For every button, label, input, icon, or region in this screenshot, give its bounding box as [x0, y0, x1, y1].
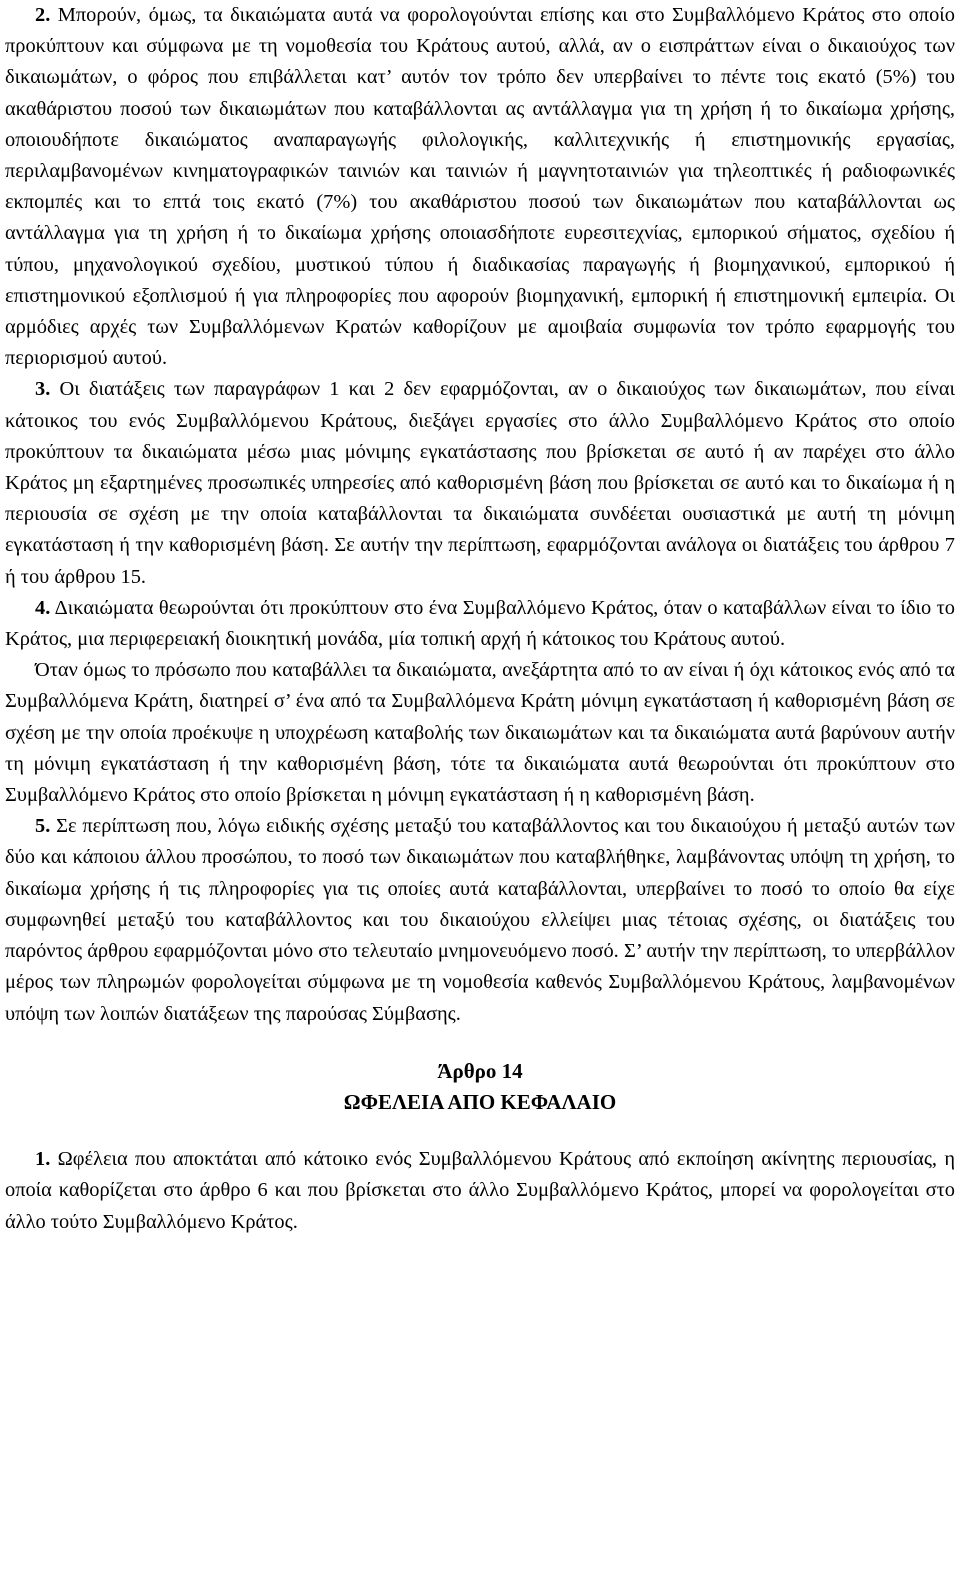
paragraph-text: Σε περίπτωση που, λόγω ειδικής σχέσης μεταξύ του καταβάλλοντος και του δικαιούχου ή μεταξύ αυτών των δύο και κάποιου άλλου προσώπου, το ποσό των δικαιωμάτων που καταβλήθηκε, λαμβάνοντας υπόψη τη χρήση, το δικαίωμα χρήσης ή τις πληροφορίες για τις οποίες αυτά καταβάλλονται, υπερβαίνει το ποσό το οποίο θα είχε συμφωνηθεί μεταξύ του καταβάλλοντος και του δικαιούχου ελλείψει μιας τέτοιας σχέσης, οι διατάξεις του παρόντος άρθρου εφαρμόζονται μόνο στο τελευταίο μνημονευόμενο ποσό. Σ’ αυτήν την περίπτωση, το υπερβάλλον μέρος των πληρωμών φορολογείται σύμφωνα με τη νομοθεσία καθενός Συμβαλλόμενου Κράτους, λαμβανομένων υπόψη των λοιπών διατάξεων της παρούσας Σύμβασης. — [5, 815, 955, 1025]
paragraph-text: Οι διατάξεις των παραγράφων 1 και 2 δεν εφαρμόζονται, αν ο δικαιούχος των δικαιωμάτων, που είναι κάτοικος του ενός Συμβαλλόμενου Κράτους, διεξάγει εργασίες στο άλλο Συμβαλλόμενο Κράτος στο οποίο προκύπτουν τα δικαιώματα μέσω μιας μόνιμης εγκατάστασης που βρίσκεται σε αυτό ή αν παρέχει στο άλλο Κράτος μη εξαρτημένες προσωπικές υπηρεσίες από καθορισμένη βάση που βρίσκεται σε αυτό και το δικαίωμα ή η περιουσία σε σχέση με την οποία καταβάλλονται τα δικαιώματα συνδέεται ουσιαστικά με αυτή τη μόνιμη εγκατάσταση ή την καθορισμένη βάση. Σε αυτήν την περίπτωση, εφαρμόζονται ανάλογα οι διατάξεις του άρθρου 7 ή του άρθρου 15. — [5, 378, 955, 588]
paragraph-4 — [5, 593, 955, 655]
paragraph-number: 4. — [35, 596, 51, 619]
paragraph-number: 2. — [35, 4, 51, 26]
document-page — [5, 0, 955, 1238]
paragraph-number: 3. — [35, 378, 51, 401]
article-title: ΩΦΕΛΕΙΑ ΑΠΟ ΚΕΦΑΛΑΙΟ — [343, 1089, 617, 1114]
paragraph-number: 5. — [35, 815, 51, 838]
paragraph-text: Όταν όμως το πρόσωπο που καταβάλλει τα δικαιώματα, ανεξάρτητα από το αν είναι ή όχι κάτοικος ενός από τα Συμβαλλόμενα Κράτη, διατηρεί σ’ ένα από τα Συμβαλλόμενα Κράτη μόνιμη εγκατάσταση ή καθορισμένη βάση σε σχέση με την οποία προέκυψε η υποχρέωση καταβολής των δικαιωμάτων και τα δικαιώματα αυτά βαρύνουν αυτήν τη μόνιμη εγκατάσταση ή την καθορισμένη βάση, τότε τα δικαιώματα αυτά θεωρούνται ότι προκύπτουν στο Συμβαλλόμενο Κράτος στο οποίο βρίσκεται η μόνιμη εγκατάσταση ή η καθορισμένη βάση. — [5, 659, 955, 807]
section-spacer — [5, 1118, 955, 1144]
paragraph-4-continued — [5, 655, 955, 811]
paragraph-5 — [5, 811, 955, 1029]
paragraph-2 — [5, 0, 955, 374]
paragraph-text: Δικαιώματα θεωρούνται ότι προκύπτουν στο ένα Συμβαλλόμενο Κράτος, όταν ο καταβάλλων είναι το ίδιο το Κράτος, μια περιφερειακή διοικητική μονάδα, μία τοπική αρχή ή κάτοικος του Κράτους αυτού. — [5, 596, 955, 651]
paragraph-text: Μπορούν, όμως, τα δικαιώματα αυτά να φορολογούνται επίσης και στο Συμβαλλόμενο Κράτος στο οποίο προκύπτουν και σύμφωνα με τη νομοθεσία του Κράτους αυτού, αλλά, αν ο εισπράττων είναι ο δικαιούχος των δικαιωμάτων, ο φόρος που επιβάλλεται κατ’ αυτόν τον τρόπο δεν υπερβαίνει το πέντε τοις εκατό (5%) του ακαθάριστου ποσού των δικαιωμάτων που καταβάλλονται ας αντάλλαγμα για τη χρήση ή το δικαίωμα χρήσης, οποιουδήποτε δικαιώματος αναπαραγωγής φιλολογικής, καλλιτεχνικής ή επιστημονικής εργασίας, περιλαμβανομένων κινηματογραφικών ταινιών και ταινιών ή μαγνητοταινιών για τηλεοπτικές ή ραδιοφωνικές εκπομπές και το επτά τοις εκατό (7%) του ακαθάριστου ποσού των δικαιωμάτων που καταβάλλονται ως αντάλλαγμα για τη χρήση ή το δικαίωμα χρήσης οποιασδήποτε ευρεσιτεχνίας, εμπορικού σήματος, σχεδίου ή τύπου, μηχανολογικού σχεδίου, μυστικού τύπου ή διαδικασίας παραγωγής ή βιομηχανικού, εμπορικού ή επιστημονικού εξοπλισμού ή για πληροφορίες που αφορούν βιομηχανική, εμπορική ή επιστημονική εμπειρία. Οι αρμόδιες αρχές των Συμβαλλόμενων Κρατών καθορίζουν με αμοιβαία συμφωνία τον τρόπο εφαρμογής του περιορισμού αυτού. — [5, 4, 955, 370]
paragraph-number: 1. — [35, 1148, 51, 1171]
article-heading: Άρθρο 14 — [437, 1058, 523, 1083]
article-14-paragraph-1 — [5, 1144, 955, 1238]
paragraph-text: Ωφέλεια που αποκτάται από κάτοικο ενός Συμβαλλόμενου Κράτους από εκποίηση ακίνητης περιουσίας, η οποία καθορίζεται στο άρθρο 6 και που βρίσκεται στο άλλο Συμβαλλόμενο Κράτος, μπορεί να φορολογείται στο άλλο τούτο Συμβαλλόμενο Κράτος. — [5, 1148, 955, 1233]
paragraph-3 — [5, 374, 955, 592]
